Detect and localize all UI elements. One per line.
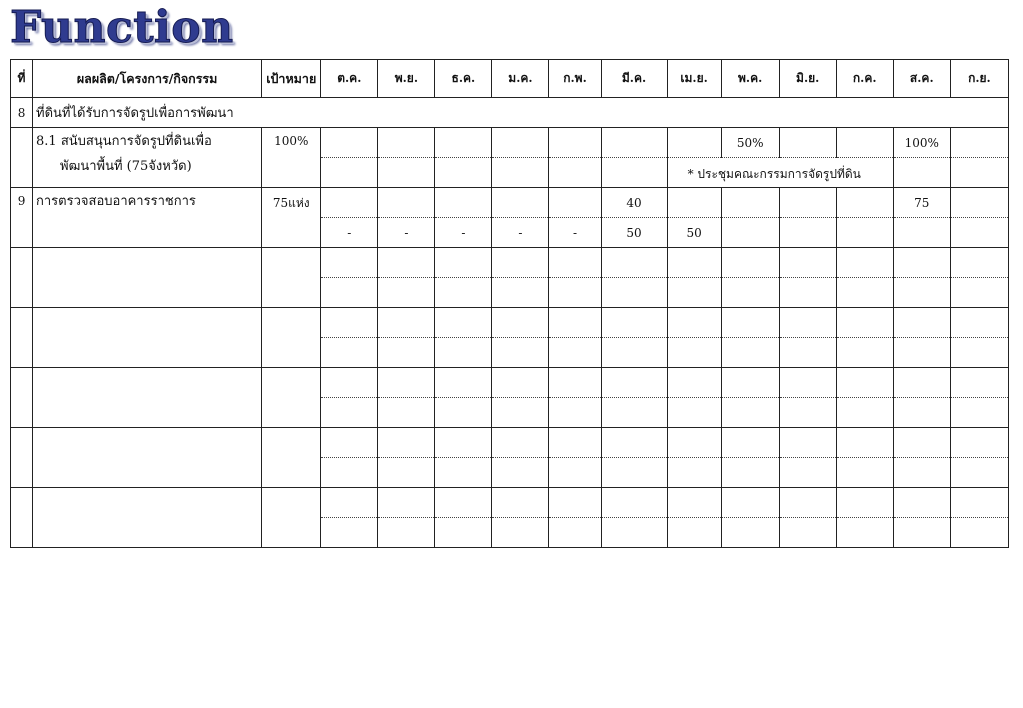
table-row [11, 128, 1009, 158]
actual-jan-cell: - [492, 218, 549, 248]
row-number-cell: 9 [11, 188, 33, 248]
plan-mar-cell: 40 [601, 188, 667, 218]
section-row [11, 98, 1009, 128]
project-name-line1: 8.1 สนับสนุนการจัดรูปที่ดินเพื่อ [36, 134, 212, 149]
col-month-oct: ต.ค. [321, 60, 378, 98]
plan-aug-cell: 100% [893, 128, 950, 158]
col-month-may: พ.ค. [721, 60, 779, 98]
note-cell [667, 158, 893, 188]
col-month-nov: พ.ย. [378, 60, 435, 98]
table-row [11, 188, 1009, 218]
table-row [11, 368, 1009, 398]
project-name-line2: พัฒนาพื้นที่ (75จังหวัด) [60, 159, 192, 174]
actual-dec-cell: - [435, 218, 492, 248]
project-name-cell: การตรวจสอบอาคารราชการ [33, 188, 262, 248]
col-target-header: เป้าหมาย [262, 60, 321, 98]
col-month-jul: ก.ค. [836, 60, 893, 98]
meeting-note: * ประชุมคณะกรรมการจัดรูปที่ดิน [687, 167, 861, 181]
project-name-cell [33, 128, 262, 188]
actual-oct-cell: - [321, 218, 378, 248]
target-cell: 100% [262, 128, 321, 188]
page-title: Function [10, 2, 234, 53]
actual-nov-cell: - [378, 218, 435, 248]
col-month-jan: ม.ค. [492, 60, 549, 98]
plan-may-cell: 50% [721, 128, 779, 158]
actual-feb-cell: - [549, 218, 601, 248]
col-month-apr: เม.ย. [667, 60, 721, 98]
table-row [11, 488, 1009, 518]
plan-aug-cell: 75 [893, 188, 950, 218]
table-row [11, 248, 1009, 278]
actual-apr-cell: 50 [667, 218, 721, 248]
target-cell: 75แห่ง [262, 188, 321, 248]
col-month-sep: ก.ย. [950, 60, 1008, 98]
table-row [11, 428, 1009, 458]
section-number: 8 [11, 98, 33, 128]
section-title: ที่ดินที่ได้รับการจัดรูปเพื่อการพัฒนา [33, 98, 1009, 128]
work-plan-table [10, 59, 1009, 548]
col-item-header: ผลผลิต/โครงการ/กิจกรรม [33, 60, 262, 98]
table-row [11, 308, 1009, 338]
row-number-cell [11, 128, 33, 188]
col-month-aug: ส.ค. [893, 60, 950, 98]
col-month-jun: มิ.ย. [779, 60, 836, 98]
actual-mar-cell: 50 [601, 218, 667, 248]
col-month-dec: ธ.ค. [435, 60, 492, 98]
col-no-header: ที่ [11, 60, 33, 98]
col-month-feb: ก.พ. [549, 60, 601, 98]
header-row [11, 60, 1009, 98]
col-month-mar: มี.ค. [601, 60, 667, 98]
